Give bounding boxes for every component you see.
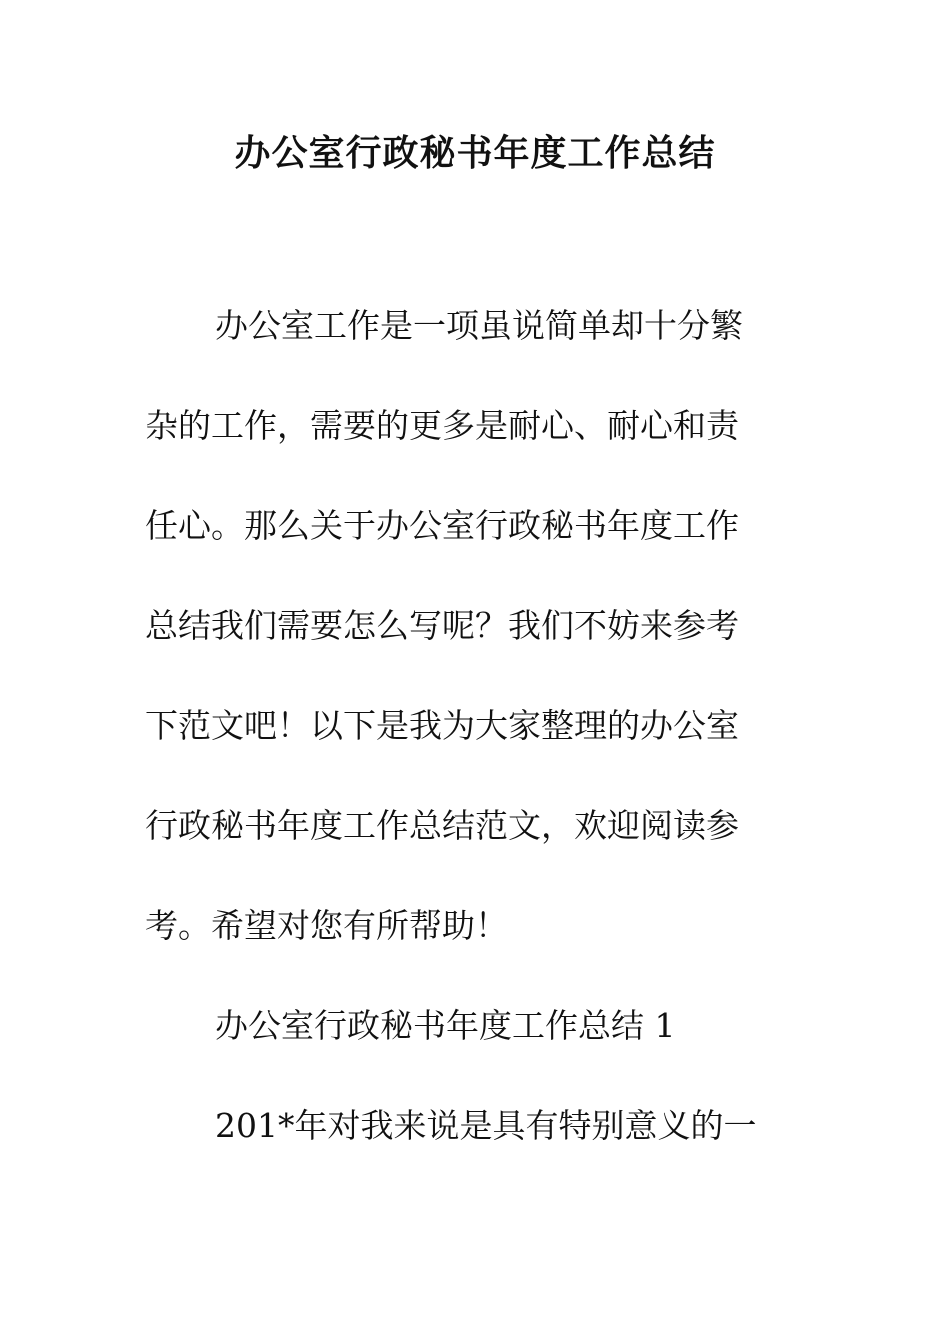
section-heading: 办公室行政秘书年度工作总结 1: [215, 1006, 676, 1045]
paragraph-line: 办公室工作是一项虽说简单却十分繁: [215, 306, 743, 345]
paragraph-line: 201*年对我来说是具有特别意义的一: [215, 1106, 757, 1145]
paragraph-line: 总结我们需要怎么写呢？我们不妨来参考: [145, 606, 739, 645]
paragraph-line: 下范文吧！以下是我为大家整理的办公室: [145, 706, 739, 745]
document-body: [145, 276, 785, 1176]
paragraph-line: 行政秘书年度工作总结范文，欢迎阅读参: [145, 806, 739, 845]
document-title: 办公室行政秘书年度工作总结: [234, 133, 716, 174]
paragraph-line: 任心。那么关于办公室行政秘书年度工作: [145, 506, 739, 545]
paragraph-line: 考。希望对您有所帮助！: [145, 906, 508, 945]
paragraph-line: 杂的工作，需要的更多是耐心、耐心和责: [145, 406, 739, 445]
